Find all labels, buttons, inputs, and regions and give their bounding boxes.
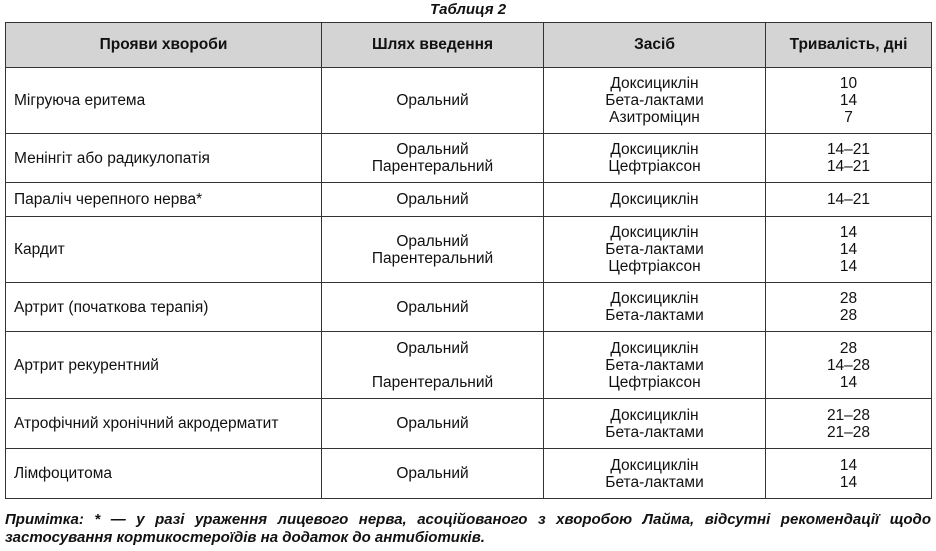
cell-duration: [766, 217, 932, 283]
footnote: Примітка: * — у разі ураження лицевого нерва, асоційованого з хворобою Лайма, відсутні рекомендації щодо застосування кортикостероїдів на додаток до антибіотиків.: [5, 511, 931, 546]
cell-agent-line: Цефтріаксон: [608, 373, 701, 391]
cell-duration-line: 28: [839, 339, 858, 357]
cell-route-line: Оральний: [396, 415, 469, 432]
cell-duration-line: 14: [839, 224, 858, 241]
cell-duration-line: 21–28: [826, 406, 871, 424]
header-route: Шлях введення: [322, 23, 544, 68]
cell-duration-line: 14: [839, 373, 858, 391]
cell-duration-line: 14: [839, 241, 858, 258]
cell-agent: [544, 217, 766, 283]
cell-agent-line: Бета-лактами: [605, 307, 704, 324]
cell-agent: [544, 68, 766, 134]
cell-agent: [544, 183, 766, 217]
cell-agent-line: Цефтріаксон: [608, 258, 701, 275]
cell-route: [322, 283, 544, 332]
cell-duration: [766, 332, 932, 399]
table-body: [6, 68, 932, 499]
cell-agent-line: Доксициклін: [610, 191, 699, 208]
cell-duration-line: 14: [839, 258, 858, 275]
cell-duration: [766, 449, 932, 499]
header-duration: Тривалість, дні: [766, 23, 932, 68]
cell-agent: [544, 283, 766, 332]
cell-duration: [766, 134, 932, 183]
cell-route-line: Оральний: [396, 465, 469, 482]
cell-duration-line: 14: [839, 92, 858, 109]
cell-duration-line: 28: [839, 307, 858, 324]
cell-duration-line: 28: [839, 290, 858, 307]
cell-manifestation: Артрит рекурентний: [6, 332, 322, 399]
cell-route: [322, 134, 544, 183]
cell-route: [322, 183, 544, 217]
cell-duration-line: 14–28: [826, 356, 871, 374]
cell-duration: [766, 68, 932, 134]
table-row: [6, 183, 932, 217]
table-row: [6, 283, 932, 332]
cell-duration-line: 14–21: [826, 141, 871, 158]
header-agent: Засіб: [544, 23, 766, 68]
cell-manifestation: Артрит (початкова терапія): [6, 283, 322, 332]
cell-route: [322, 68, 544, 134]
cell-agent-line: Бета-лактами: [605, 356, 704, 374]
cell-route: [322, 449, 544, 499]
cell-route-line: Оральний: [396, 339, 469, 357]
cell-agent: [544, 449, 766, 499]
cell-route-line: Оральний: [396, 232, 469, 250]
cell-duration-line: 10: [839, 75, 858, 92]
treatment-table: [5, 22, 932, 499]
cell-agent-line: Доксициклін: [610, 406, 699, 424]
cell-route-line: Оральний: [396, 191, 469, 208]
cell-duration: [766, 283, 932, 332]
cell-route-line: Оральний: [396, 141, 469, 158]
cell-route-line: Оральний: [396, 92, 469, 109]
cell-manifestation: Кардит: [6, 217, 322, 283]
cell-agent-line: Доксициклін: [610, 290, 699, 307]
cell-agent-line: Бета-лактами: [605, 241, 704, 258]
cell-route: [322, 399, 544, 449]
cell-route-line: [330, 357, 535, 374]
cell-duration-line: 14: [839, 473, 858, 491]
cell-agent-line: Бета-лактами: [605, 473, 704, 491]
cell-agent-line: Доксициклін: [610, 339, 699, 357]
table-row: [6, 68, 932, 134]
table-caption: Таблиця 2: [429, 1, 507, 18]
cell-route-line: Оральний: [396, 298, 469, 316]
cell-agent-line: Азитроміцин: [609, 109, 700, 126]
table-header-row: [6, 23, 932, 68]
cell-agent-line: Доксициклін: [610, 456, 699, 474]
cell-agent: [544, 399, 766, 449]
cell-manifestation: Параліч черепного нерва*: [6, 183, 322, 217]
cell-duration: [766, 399, 932, 449]
cell-agent-line: Бета-лактами: [605, 423, 704, 441]
table-row: [6, 134, 932, 183]
cell-route-line: Парентеральний: [371, 249, 494, 267]
cell-manifestation: Атрофічний хронічний акродерматит: [6, 399, 322, 449]
cell-duration-line: 7: [844, 109, 853, 126]
cell-duration-line: 21–28: [826, 423, 871, 441]
cell-manifestation: Лімфоцитома: [6, 449, 322, 499]
cell-agent-line: Бета-лактами: [605, 92, 704, 109]
table-row: [6, 399, 932, 449]
cell-agent-line: Доксициклін: [610, 224, 699, 241]
cell-route: [322, 217, 544, 283]
cell-duration-line: 14–21: [826, 191, 871, 208]
cell-duration-line: 14: [839, 456, 858, 474]
cell-agent-line: Цефтріаксон: [608, 158, 701, 175]
header-manifestation: Прояви хвороби: [6, 23, 322, 68]
cell-agent-line: Доксициклін: [610, 141, 699, 158]
cell-route-line: Парентеральний: [371, 158, 494, 175]
cell-manifestation: Менінгіт або радикулопатія: [6, 134, 322, 183]
table-row: [6, 449, 932, 499]
cell-route-line: Парентеральний: [371, 373, 494, 391]
cell-agent: [544, 332, 766, 399]
cell-duration-line: 14–21: [826, 158, 871, 175]
cell-duration: [766, 183, 932, 217]
table-row: [6, 332, 932, 399]
table-row: [6, 217, 932, 283]
cell-manifestation: Мігруюча еритема: [6, 68, 322, 134]
cell-agent: [544, 134, 766, 183]
cell-route: [322, 332, 544, 399]
cell-agent-line: Доксициклін: [610, 75, 699, 92]
